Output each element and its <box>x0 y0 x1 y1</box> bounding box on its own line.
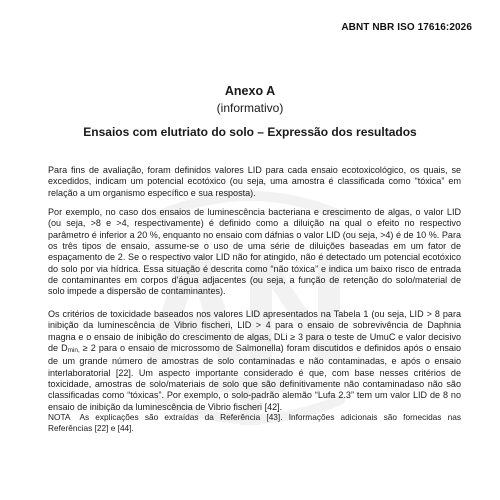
paragraph-toxicity-criteria <box>48 309 461 413</box>
annex-subtitle: (informativo) <box>216 101 284 115</box>
section-title: Ensaios com elutriato do solo – Expressão dos resultados <box>83 125 417 139</box>
criteria-text-part-1: Os critérios de toxicidade baseados nos valores LID apresentados na Tabela 1 (ou seja, LID > 8 para inibição da luminescência de Vibrio fischeri, LID > 4 para o ensaio de sobrevivência de Daphnia magna e o ensaio de inibição do crescimento de algas, DLi ≥ 3 para o teste de UmuC e valor decisivo de D <box>48 309 461 354</box>
note-block <box>48 412 461 434</box>
note-label: NOTA <box>48 412 71 422</box>
dmin-subscript: min, <box>67 347 80 355</box>
paragraph-example: Por exemplo, no caso dos ensaios de luminescência bacteriana e crescimento de algas, o valor LID (ou seja, >8 e >4, respectivamente) é definido como a diluição na qual o efeito no respectivo parâmetro é inferior a 20 %, enquanto no ensaio com dáfnias o valor LID (ou seja, >4) é de 10 %. Para os três tipos de ensaio, assume-se o uso de uma série de diluições baseadas em um fator de espaçamento de 2. Se o respectivo valor LID não for atingido, não é detectado um potencial ecotóxico do solo por via hídrica. Essa situação é descrita como “não tóxica” e indica um baixo risco de entrada de contaminantes em corpos d'água adjacentes (ou seja, a função de retenção do solo/material de solo impede a dispersão de contaminantes). <box>48 207 461 297</box>
annex-title: Anexo A <box>224 84 276 98</box>
note-text: As explicações são extraídas da Referência [43]. Informações adicionais são fornecidas nas Referências [22] e [44]. <box>48 412 461 433</box>
document-code: ABNT NBR ISO 17616:2026 <box>341 22 472 33</box>
paragraph-evaluation: Para fins de avaliação, foram definidos valores LID para cada ensaio ecotoxicológico, os quais, se excedidos, indicam um potencial ecotóxico (ou seja, uma amostra é classificada como “tóxica” em relação a um organismo específico e sua resposta). <box>48 165 461 198</box>
criteria-text-part-2: ≥ 2 para o ensaio de microssomo de Salmonella) foram discutidos e definidos após o ensaio de um grande número de amostras de solo contaminadas e não contaminadas, e após o ensaio interlaboratorial [22]. Um aspecto importante considerado é que, com base nesses critérios de toxicidade, amostras de solo/materiais de solo que são definitivamente não contaminadaso não são classificadas como “tóxicas”. Por exemplo, o solo-padrão alemão “Lufa 2.3” tem um valor LID de 8 no ensaio de inibição da luminescência de Vibrio fischeri [42]. <box>48 343 461 412</box>
